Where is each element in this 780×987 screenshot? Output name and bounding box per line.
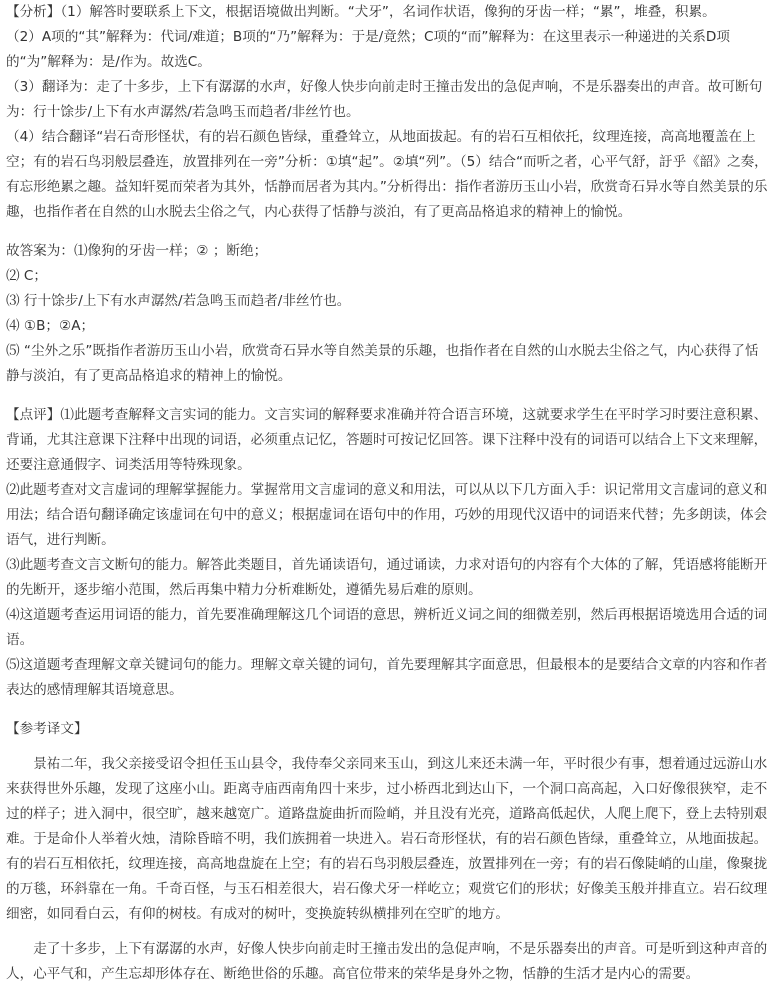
- answer-intro: 故答案为：⑴像狗的牙齿一样；② ；断绝；: [6, 243, 268, 259]
- answer-section: [6, 239, 772, 389]
- translation-paragraph-1: 景祐二年，我父亲接受诏令担任玉山县令，我侍奉父亲同来玉山，到这儿来还未满一年，平时很少有事，想着通过远游山水来获得世外乐趣，发现了这座小山。距离寺庙西南角四十来步，过小桥西北到达山下，一个洞口高高起，入口好像很狭窄，走不过的样子；进入洞中，很空旷，越来越宽广。道路盘旋曲折而险峭，并且没有光亮，道路高低起伏，人爬上爬下，登上去特别艰难。于是命仆人举着火烛，清除昏暗不明，我们族拥着一块进入。岩石奇形怪状，有的岩石颜色皆绿，重叠耸立，从地面拔起。有的岩石互相依托，纹理连接，高高地盘旋在上空；有的岩石鸟羽般层叠连，放置排列在一旁；有的岩石像陡峭的山崖，像聚拢的万毯，环斜靠在一角。千奇百怪，与玉石相差很大，岩石像犬牙一样屹立；观赏它们的形状；好像美玉般并排直立。岩石纹理细密，如同看白云，有仰的树枝。有成对的树叶，变换旋转纵横排列在空旷的地方。: [6, 756, 768, 922]
- analysis-item-2: （2）A项的“其”解释为：代词/难道；B项的“乃”解释为：于是/竟然；C项的“而”解释为：在这里表示一种递进的关系D项的“为”解释为：是/作为。故选C。: [6, 29, 730, 70]
- analysis-section: [6, 0, 772, 225]
- answer-item-5: ⑸ “尘外之乐”既指作者游历玉山小岩，欣赏奇石异水等自然美景的乐趣，也指作者在自然的山水脱去尘俗之气，内心获得了恬静与淡泊，有了更高品格追求的精神上的愉悦。: [6, 343, 759, 384]
- comment-label: 【点评】: [6, 407, 61, 423]
- translation-label: 【参考译文】: [6, 721, 88, 737]
- comment-item-5: ⑸这道题考查理解文章关键词句的能力。理解文章关键的词句，首先要理解其字面意思，但最根本的是要结合文章的内容和作者表达的感情理解其语境意思。: [6, 657, 768, 698]
- analysis-item-3: （3）翻译为：走了十多步，上下有潺潺的水声，好像人快步向前走时王撞击发出的急促声响，不是乐器奏出的声音。故可断句为：行十馀步/上下有水声潺然/若急鸣玉而趋者/非丝竹也。: [6, 79, 763, 120]
- translation-paragraph-2: 走了十多步，上下有潺潺的水声，好像人快步向前走时王撞击发出的急促声响，不是乐器奏出的声音。可是听到这种声音的人，心平气和，产生忘却形体存在、断绝世俗的乐趣。高官位带来的荣华是身外之物，恬静的生活才是内心的需要。: [6, 941, 768, 982]
- analysis-item-1-text: （1）解答时要联系上下文，根据语境做出判断。“犬牙”，名词作状语，像狗的牙齿一样；“累”，堆叠，积累。: [60, 4, 716, 20]
- comment-item-1-text: ⑴此题考查解释文言实词的能力。文言实词的解释要求准确并符合语言环境，这就要求学生在平时学习时要注意积累、背诵，尤其注意课下注释中出现的词语，必须重点记忆，答题时可按记忆回答。课下注释中没有的词语可以结合上下文来理解，还要注意通假字、词类活用等特殊现象。: [6, 407, 768, 473]
- answer-item-2: ⑵ C；: [6, 268, 48, 284]
- analysis-item-1: [6, 0, 772, 25]
- comment-item-2: ⑵此题考查对文言虚词的理解掌握能力。掌握常用文言虚词的意义和用法，可以从以下几方面入手：识记常用文言虚词的意义和用法；结合语句翻译确定该虚词在句中的意义；根据虚词在语句中的作用，巧妙的用现代汉语中的词语来代替；先多朗读，体会语气，进行判断。: [6, 482, 768, 548]
- comment-section: [6, 403, 772, 703]
- analysis-item-4: （4）结合翻译“岩石奇形怪状，有的岩石颜色皆绿，重叠耸立，从地面拔起。有的岩石互相依托，纹理连接，高高地覆盖在上空；有的岩石鸟羽般层叠连，放置排列在一旁”分析：①填“起”。②填“列”。（5）结合“而听之者，心平气舒，訏乎《韶》之奏，有忘形绝累之趣。益知轩冕而荣者为其外，恬静而居者为其内。”分析得出：指作者游历玉山小岩，欣赏奇石异水等自然美景的乐趣，也指作者在自然的山水脱去尘俗之气，内心获得了恬静与淡泊，有了更高品格追求的精神上的愉悦。: [6, 129, 768, 220]
- comment-item-3: ⑶此题考查文言文断句的能力。解答此类题目，首先诵读语句，通过诵读，力求对语句的内容有个大体的了解，凭语感将能断开的先断开，逐步缩小范围，然后再集中精力分析难断处，遵循先易后难的原则。: [6, 557, 768, 598]
- translation-section: [6, 717, 772, 987]
- answer-item-4: ⑷ ①B；②A；: [6, 318, 95, 334]
- comment-item-4: ⑷这道题考查运用词语的能力，首先要准确理解这几个词语的意思，辨析近义词之间的细微差别，然后再根据语境选用合适的词语。: [6, 607, 768, 648]
- analysis-label: 【分析】: [6, 4, 61, 20]
- comment-item-1: [6, 403, 772, 478]
- answer-item-3: ⑶ 行十馀步/上下有水声潺然/若急鸣玉而趋者/非丝竹也。: [6, 293, 351, 309]
